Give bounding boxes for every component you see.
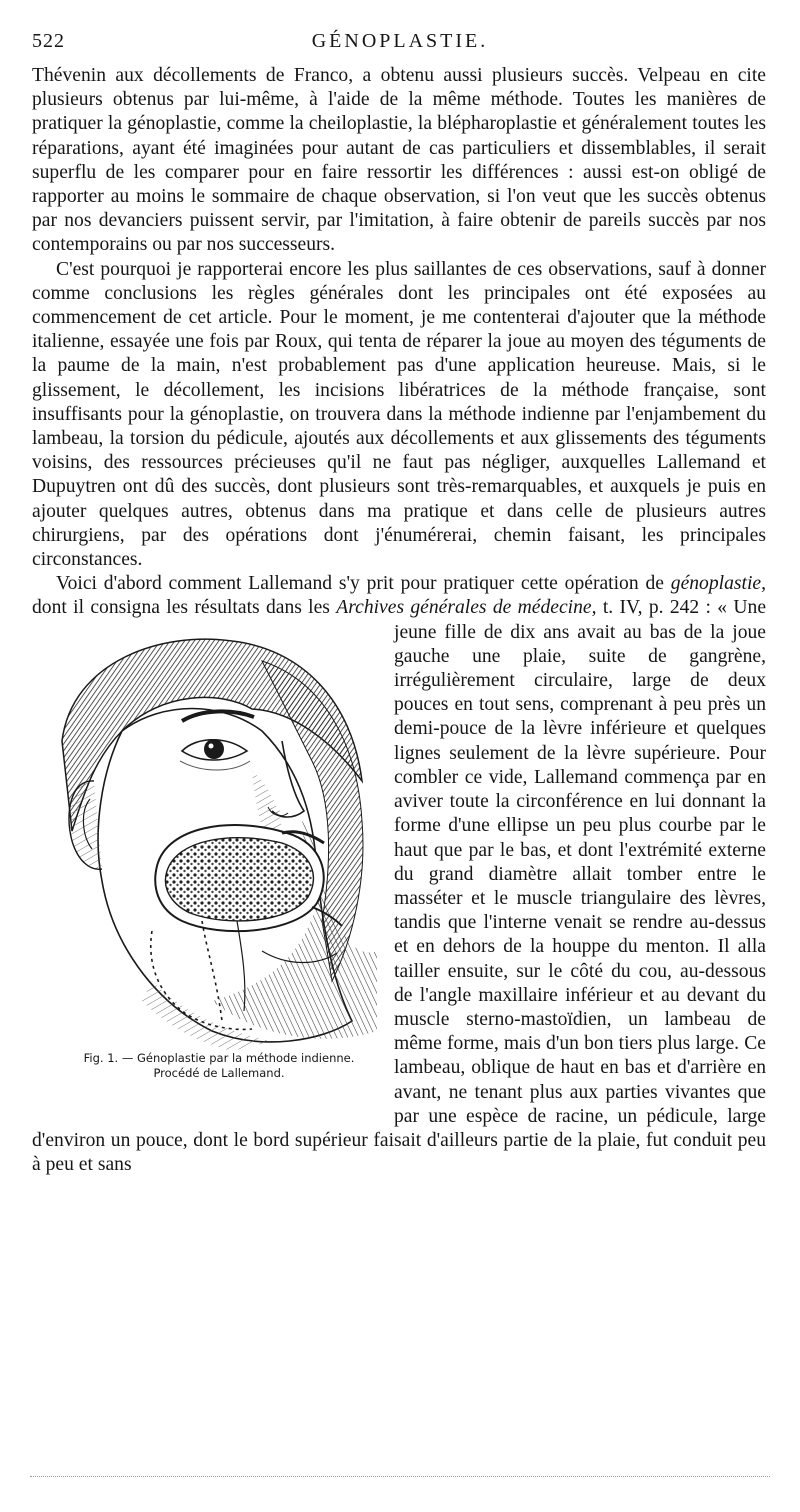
running-header: [32, 30, 768, 56]
paragraph-3-italic-term: génoplastie,: [670, 573, 766, 595]
figure-illustration: [32, 621, 382, 1051]
running-title: GÉNOPLASTIE.: [311, 30, 489, 52]
paragraph-3-text-b: dont il consigna les résultats dans les: [32, 597, 337, 619]
figure-caption-line-1: Fig. 1. — Génoplastie par la méthode indienne.: [83, 1050, 355, 1065]
paragraph-3-text-c: t. IV, p. 242 : « Une jeune fille de dix ans avait au bas de la joue gauche une plaie, suite de gangrène, irrégulièrement circulaire, large de deux pouces en tout sens, comprenant à peu près un demi-pouce de la lèvre inférieure et quelques lignes seulement de la lèvre supérieure. Pour combler ce vide, Lallemand commença par en aviver toute la circonférence en lui donnant la forme d'une ellipse un peu plus courbe par le haut que par le bas, et dont l'extrémité externe du grand diamètre allait tomber entre le masséter et le muscle triangulaire des lèvres, tandis que l'interne venait se rendre au-dessus et en dehors de la houppe du menton. Il alla tailler ensuite, sur le côté du cou, au-dessous de l'angle maxillaire inférieur et au devant du muscle sterno-mastoïdien, un lambeau de même forme, mais d'un bon tiers plus large. Ce lambeau, oblique de haut en bas et d'arrière en avant, ne tenant plus aux parties vivantes que par une espèce de racine, un pédicule, large d'environ un pouce, dont le bord supérieur faisait d'ailleurs partie de la plaie, fut conduit peu à peu et sans: [32, 597, 767, 1176]
paragraph-3-text-a: Voici d'abord comment Lallemand s'y prit pour pratiquer cette opération de: [56, 573, 671, 595]
figure-caption-line-2: Procédé de Lallemand.: [153, 1065, 285, 1080]
paragraph-3-journal-title: Archives générales de médecine,: [336, 597, 597, 619]
paragraph-3: [32, 572, 766, 1177]
paragraph-2: C'est pourquoi je rapporterai encore les plus saillantes de ces observations, sauf à donner comme conclusions les règles générales dont les principales ont été exposées au commencement de cet article. Pour le moment, je me contenterai d'ajouter que la méthode italienne, essayée une fois par Roux, qui tenta de réparer la joue au moyen des téguments de la paume de la main, n'est probablement pas d'une application heureuse. Mais, si le glissement, le décollement, les incisions libératrices de la méthode française, sont insuffisants pour la génoplastie, on trouvera dans la méthode indienne par l'enjambement du lambeau, la torsion du pédicule, ajoutés aux décollements et aux glissements des téguments voisins, des ressources précieuses qu'il ne faut pas négliger, auxquelles Lallemand et Dupuytren ont dû des succès, dont plusieurs sont très-remarquables, et auxquels je puis en ajouter quelques autres, obtenus dans ma pratique et dans celle de plusieurs autres chirurgiens, par des opérations dont j'énumérerai, chemin faisant, les principales circonstances.: [32, 258, 766, 571]
figure-caption: [32, 1051, 382, 1081]
bottom-scan-artifact: [30, 1476, 770, 1477]
paragraph-1: Thévenin aux décollements de Franco, a obtenu aussi plusieurs succès. Velpeau en cite plusieurs obtenus par lui-même, à l'aide de la même méthode. Toutes les manières de pratiquer la génoplastie, comme la cheiloplastie, la blépharoplastie et généralement toutes les réparations, ayant été imaginées pour autant de cas particuliers et dissemblables, il serait superflu de les comparer pour en faire ressortir les différences : aussi est-on obligé de rapporter au moins le sommaire de chaque observation, si l'on veut que les succès obtenus par nos devanciers puissent servir, par l'imitation, à faire obtenir de pareils succès par nos contemporains ou par nos successeurs.: [32, 65, 766, 256]
page-number: 522: [32, 30, 65, 52]
body-text: [32, 64, 766, 1177]
figure-1: [32, 621, 382, 1117]
